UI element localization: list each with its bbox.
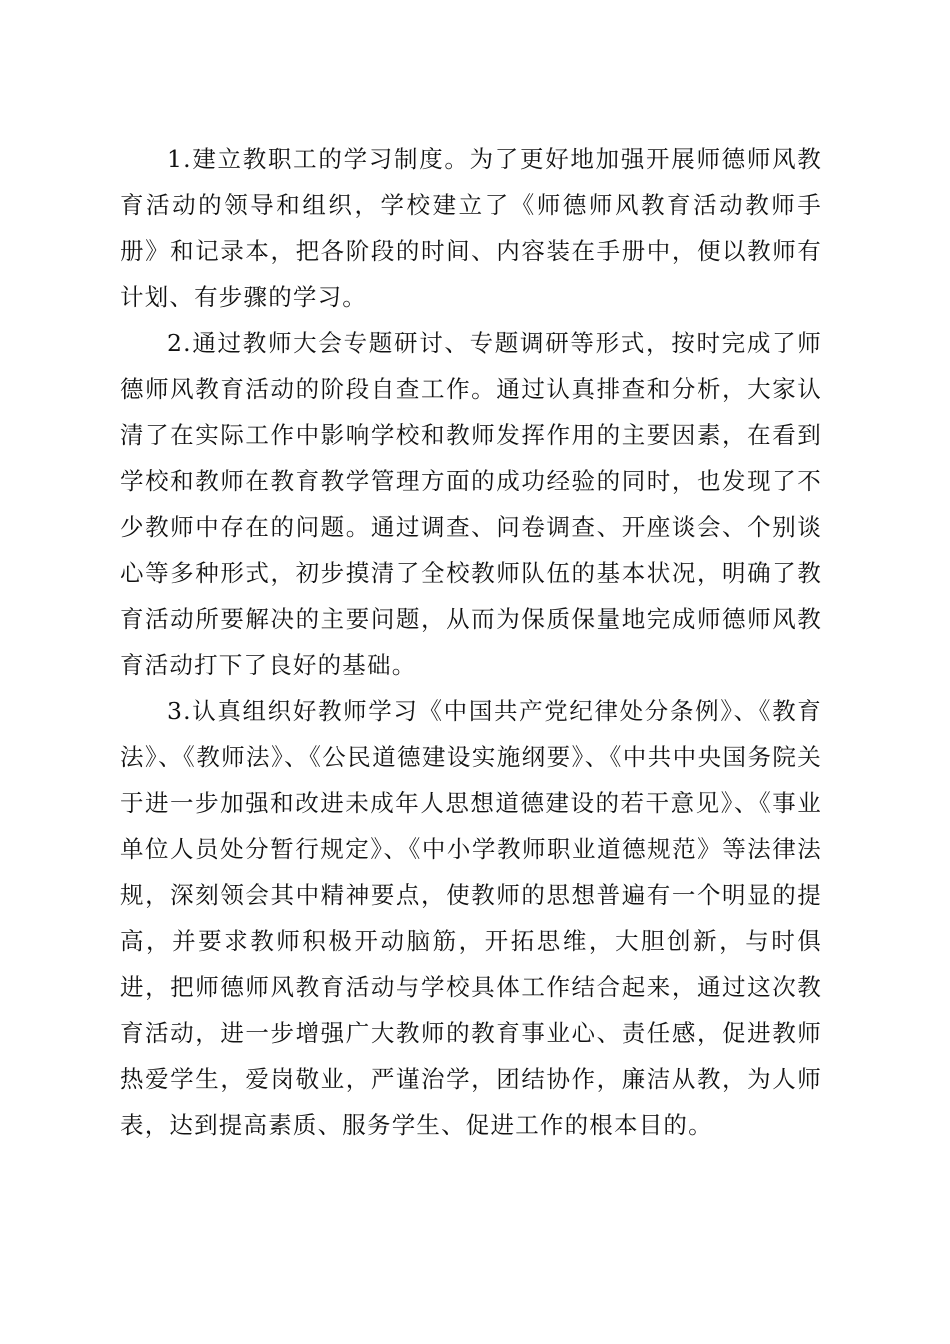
paragraph-1: 1.建立教职工的学习制度。为了更好地加强开展师德师风教育活动的领导和组织，学校建立了《师德师风教育活动教师手册》和记录本，把各阶段的时间、内容装在手册中，便以教师有计划、有步骤的学习。 [120, 145, 822, 311]
paragraph-2: 2.通过教师大会专题研讨、专题调研等形式，按时完成了师德师风教育活动的阶段自查工作。通过认真排查和分析，大家认清了在实际工作中影响学校和教师发挥作用的主要因素，在看到学校和教师在教育教学管理方面的成功经验的同时，也发现了不少教师中存在的问题。通过调查、问卷调查、开座谈会、个别谈心等多种形式，初步摸清了全校教师队伍的基本状况，明确了教育活动所要解决的主要问题，从而为保质保量地完成师德师风教育活动打下了良好的基础。 [120, 329, 822, 679]
paragraph-3: 3.认真组织好教师学习《中国共产党纪律处分条例》、《教育法》、《教师法》、《公民道德建设实施纲要》、《中共中央国务院关于进一步加强和改进未成年人思想道德建设的若干意见》、《事业单位人员处分暂行规定》、《中小学教师职业道德规范》等法律法规，深刻领会其中精神要点，使教师的思想普遍有一个明显的提高，并要求教师积极开动脑筋，开拓思维，大胆创新，与时俱进，把师德师风教育活动与学校具体工作结合起来，通过这次教育活动，进一步增强广大教师的教育事业心、责任感，促进教师热爱学生，爱岗敬业，严谨治学，团结协作，廉洁从教，为人师表，达到提高素质、服务学生、促进工作的根本目的。 [120, 697, 822, 1139]
document-body [120, 136, 822, 1148]
